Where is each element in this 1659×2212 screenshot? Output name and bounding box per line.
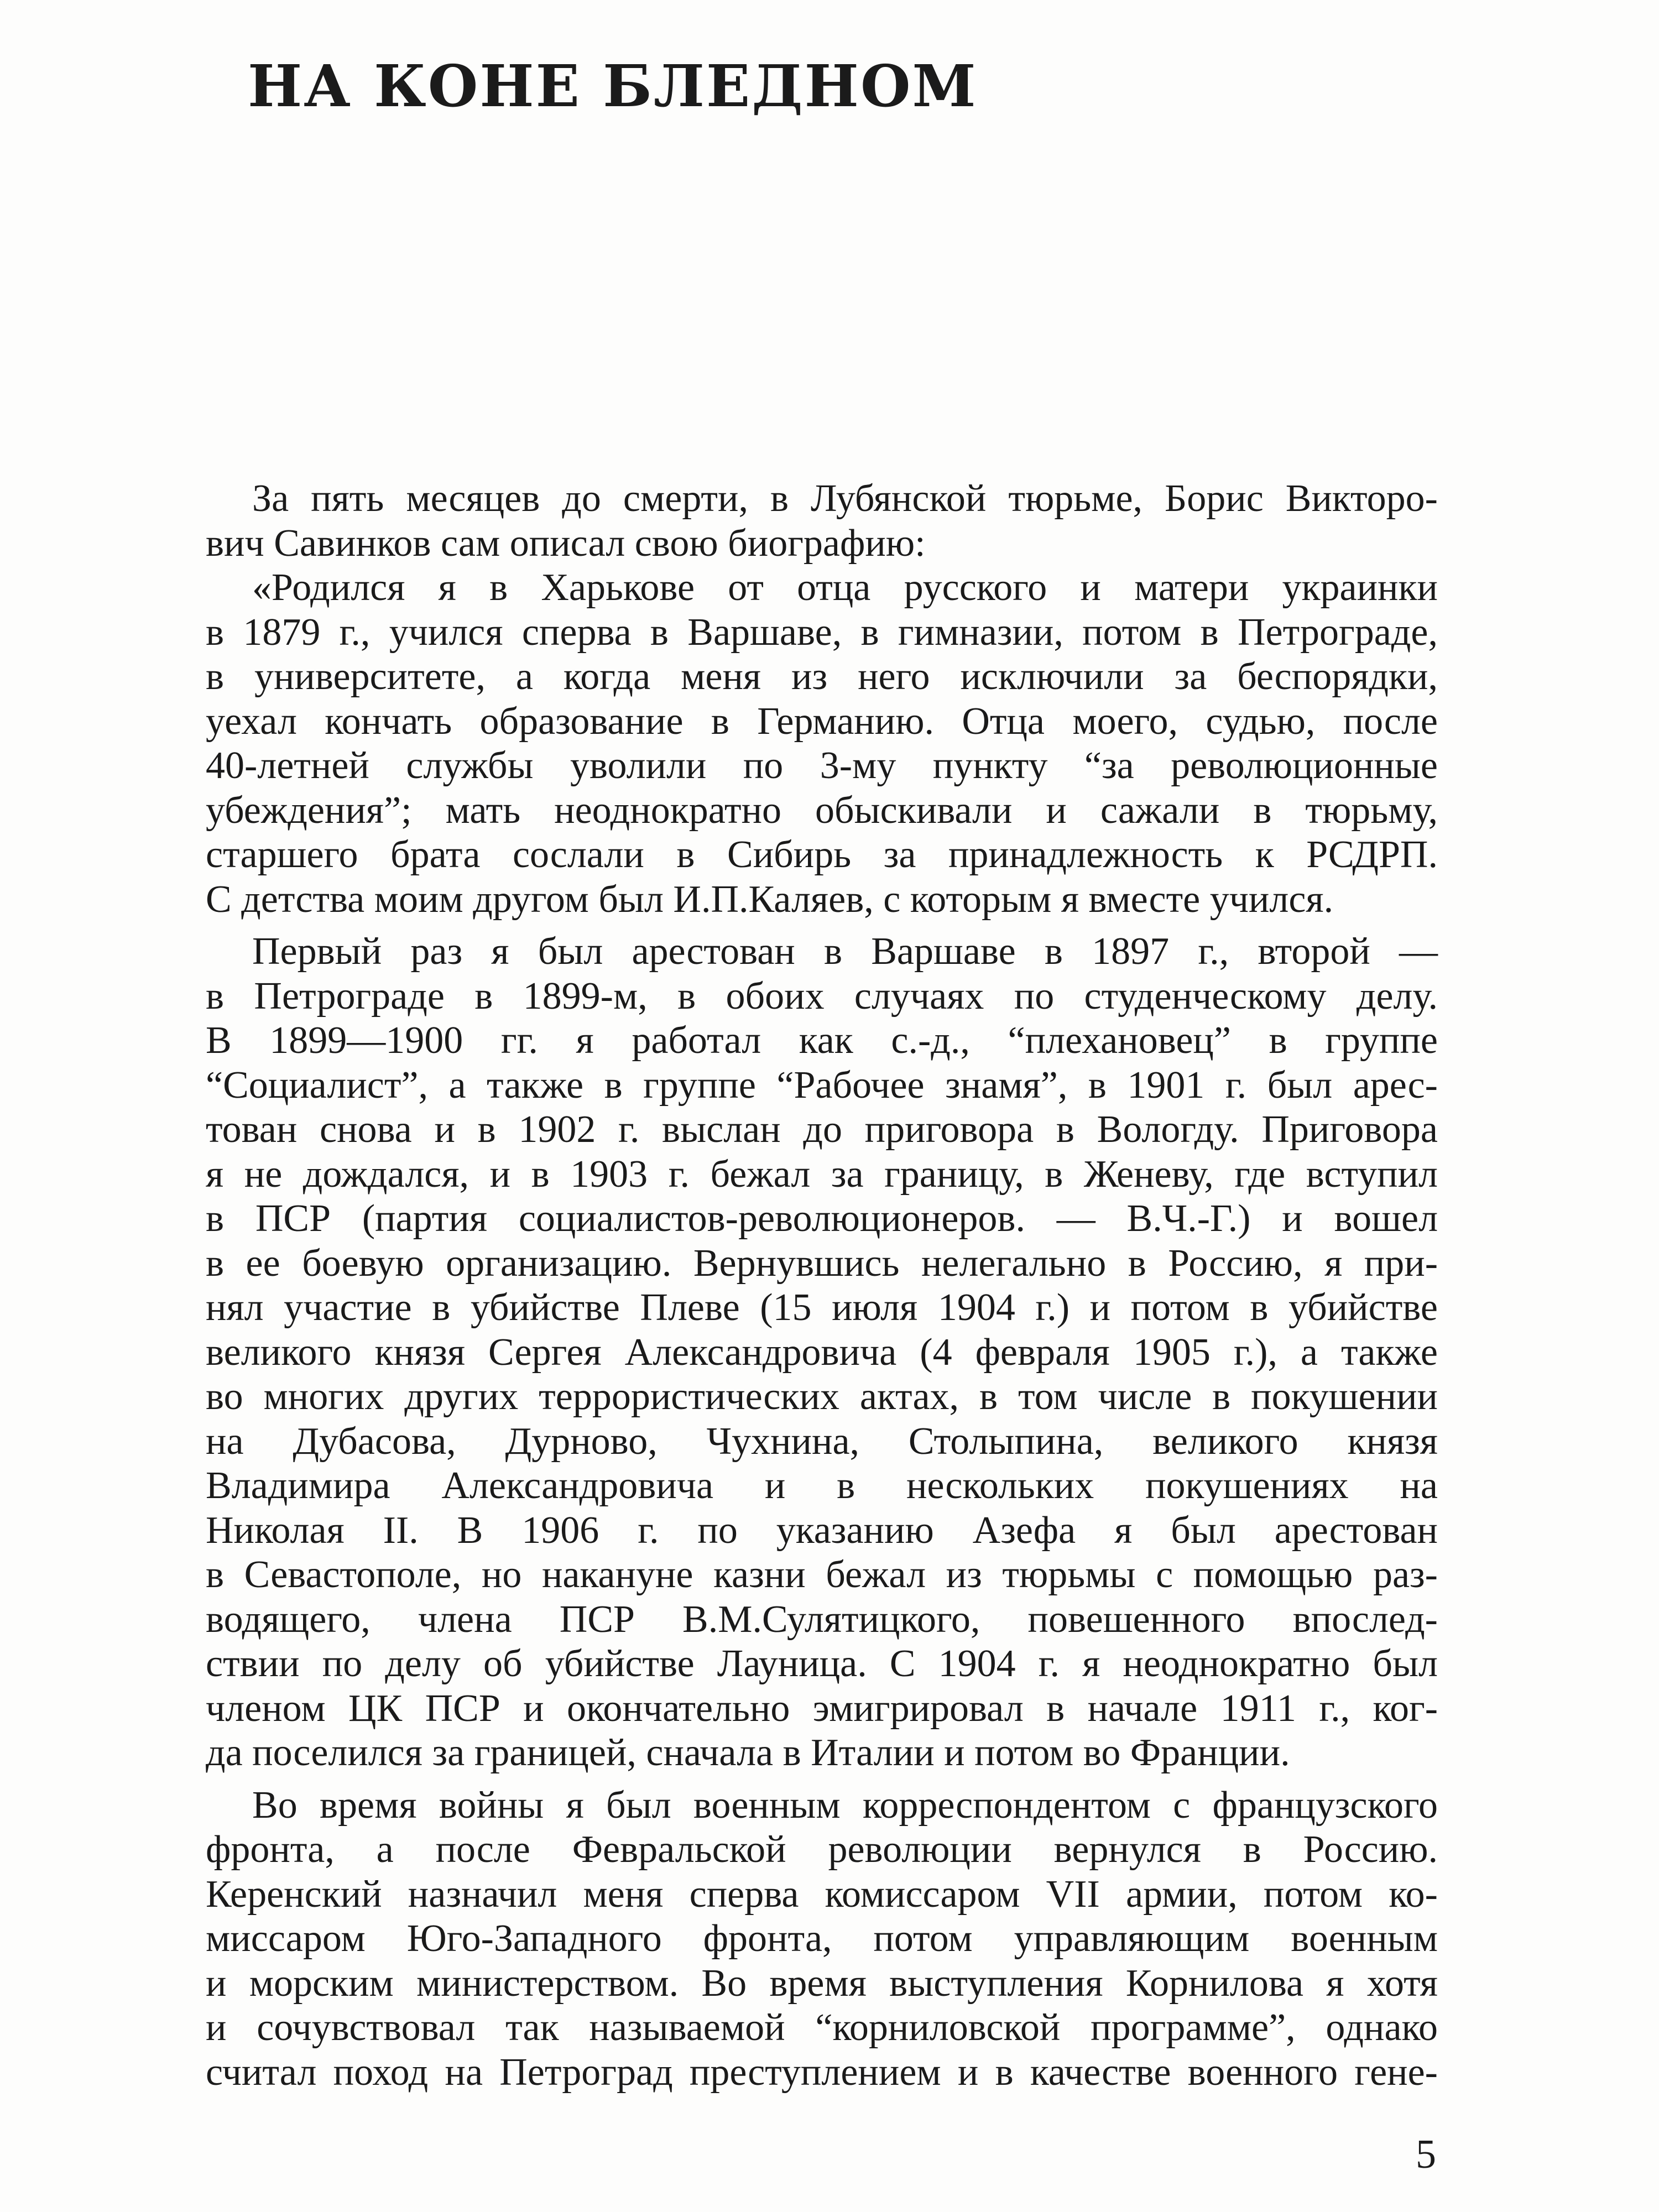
paragraph <box>206 930 1438 1776</box>
text-line: Николая II. В 1906 г. по указанию Азефа я был арестован <box>206 1509 1438 1552</box>
text-line: тован снова и в 1902 г. выслан до приговора в Вологду. Приговора <box>206 1108 1438 1151</box>
text-line: миссаром Юго-Западного фронта, потом управляющим военным <box>206 1917 1438 1960</box>
text-line: да поселился за границей, сначала в Италии и потом во Франции. <box>206 1731 1290 1774</box>
text-line: старшего брата сослали в Сибирь за принадлежность к РСДРП. <box>206 833 1438 876</box>
text-line: в Петрограде в 1899-м, в обоих случаях по студенческому делу. <box>206 974 1438 1018</box>
text-line: во многих других террористических актах, в том числе в покушении <box>206 1375 1438 1418</box>
text-line: 40-летней службы уволили по 3-му пункту “за революционные <box>206 744 1438 787</box>
text-line: «Родился я в Харькове от отца русского и матери украинки <box>252 566 1438 609</box>
text-line: в университете, а когда меня из него исключили за беспорядки, <box>206 655 1438 698</box>
text-line: и сочувствовал так называемой “корниловской программе”, однако <box>206 2006 1438 2049</box>
text-line: “Социалист”, а также в группе “Рабочее знамя”, в 1901 г. был арес- <box>206 1063 1438 1107</box>
text-line: считал поход на Петроград преступлением и в качестве военного гене- <box>206 2051 1438 2094</box>
text-line: Владимира Александровича и в нескольких покушениях на <box>206 1464 1438 1507</box>
body-text <box>206 477 1438 2095</box>
text-line: на Дубасова, Дурново, Чухнина, Столыпина, великого князя <box>206 1420 1438 1463</box>
text-line: в ее боевую организацию. Вернувшись нелегально в Россию, я при- <box>206 1241 1438 1285</box>
text-line: В 1899—1900 гг. я работал как с.-д., “плехановец” в группе <box>206 1019 1438 1062</box>
text-line: нял участие в убийстве Плеве (15 июля 1904 г.) и потом в убийстве <box>206 1286 1438 1329</box>
chapter-title: НА КОНЕ БЛЕДНОМ <box>248 52 978 120</box>
text-line: в 1879 г., учился сперва в Варшаве, в гимназии, потом в Петрограде, <box>206 611 1438 654</box>
text-line: водящего, члена ПСР В.М.Сулятицкого, повешенного впослед- <box>206 1598 1438 1641</box>
text-line: членом ЦК ПСР и окончательно эмигрировал в начале 1911 г., ког- <box>206 1687 1438 1730</box>
text-line: и морским министерством. Во время выступления Корнилова я хотя <box>206 1961 1438 2005</box>
text-line: ствии по делу об убийстве Лауница. С 1904 г. я неоднократно был <box>206 1642 1438 1685</box>
page-number: 5 <box>1416 2132 1436 2177</box>
text-line: в ПСР (партия социалистов-революционеров. — В.Ч.-Г.) и вошел <box>206 1197 1438 1240</box>
text-line: Керенский назначил меня сперва комиссаром VII армии, потом ко- <box>206 1872 1438 1916</box>
text-line: в Севастополе, но накануне казни бежал из тюрьмы с помощью раз- <box>206 1553 1438 1596</box>
text-line: Первый раз я был арестован в Варшаве в 1897 г., второй — <box>252 930 1438 973</box>
paragraph <box>206 1783 1438 2095</box>
text-line: вич Савинков сам описал свою биографию: <box>206 521 926 565</box>
text-line: великого князя Сергея Александровича (4 февраля 1905 г.), а также <box>206 1331 1438 1374</box>
text-line: я не дождался, и в 1903 г. бежал за границу, в Женеву, где вступил <box>206 1152 1438 1196</box>
text-line: убеждения”; мать неоднократно обыскивали и сажали в тюрьму, <box>206 789 1438 832</box>
text-line: За пять месяцев до смерти, в Лубянской тюрьме, Борис Викторо- <box>252 477 1438 520</box>
text-line: С детства моим другом был И.П.Каляев, с которым я вместе учился. <box>206 878 1334 921</box>
text-line: Во время войны я был военным корреспондентом с французского <box>252 1783 1438 1827</box>
text-line: фронта, а после Февральской революции вернулся в Россию. <box>206 1828 1438 1871</box>
paragraph <box>206 477 1438 566</box>
paragraph <box>206 566 1438 922</box>
text-line: уехал кончать образование в Германию. Отца моего, судью, после <box>206 700 1438 743</box>
